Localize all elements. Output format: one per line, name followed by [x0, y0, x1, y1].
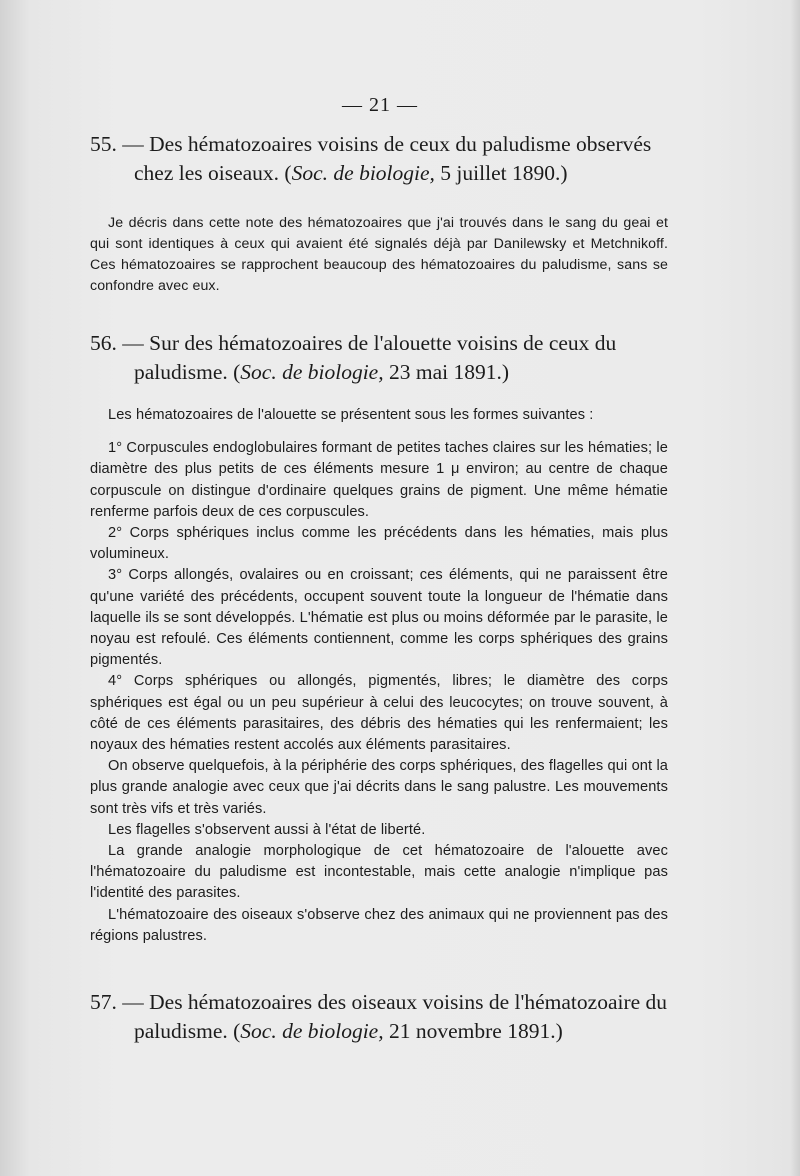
title-line-2-pre: chez les oiseaux. (: [134, 161, 292, 185]
entry-55-body: [90, 213, 668, 297]
paragraph: La grande analogie morphologique de cet hématozoaire de l'alouette avec l'hématozoaire du paludisme est incontestable, mais cette analogie n'implique pas l'identité des parasites.: [90, 843, 668, 902]
title-line-2-post: 5 juillet 1890.): [434, 161, 568, 185]
title-line-2-pre: paludisme. (: [134, 360, 241, 384]
entry-number: 56.: [90, 331, 117, 355]
entry-number: 57.: [90, 990, 117, 1014]
title-line-1: — Sur des hématozoaires de l'alouette voisins de ceux du: [116, 331, 617, 355]
title-line-2-post: 23 mai 1891.): [383, 360, 510, 384]
paragraph: 2° Corps sphériques inclus comme les précédents dans les hématies, mais plus volumineux.: [90, 525, 668, 563]
entry-57-title: [90, 988, 668, 1046]
entry-56-title: [90, 329, 668, 387]
title-line-1: — Des hématozoaires voisins de ceux du paludisme observés: [116, 132, 652, 156]
source-journal: Soc. de biologie,: [291, 161, 435, 185]
paragraph: Je décris dans cette note des hématozoaires que j'ai trouvés dans le sang du geai et qui sont identiques à ceux qui avaient été signalés déjà par Danilewsky et Metchnikoff. Ces hématozoaires se rapprochent beaucoup des hématozoaires du paludisme, sans se confondre avec eux.: [90, 215, 668, 294]
title-line-2: [90, 1017, 668, 1046]
paragraph: Les flagelles s'observent aussi à l'état de liberté.: [108, 821, 426, 838]
entry-number: 55.: [90, 132, 117, 156]
title-line-2-post: 21 novembre 1891.): [383, 1019, 563, 1043]
title-line-2: [90, 358, 668, 387]
paragraph: L'hématozoaire des oiseaux s'observe chez des animaux qui ne proviennent pas des régions palustres.: [90, 906, 668, 944]
page-number: — 21 —: [342, 94, 418, 116]
paragraph: On observe quelquefois, à la périphérie des corps sphériques, des flagelles qui ont la plus grande analogie avec ceux que j'ai décrits dans le sang palustre. Les mouvements sont très vifs et très variés.: [90, 758, 668, 817]
source-journal: Soc. de biologie,: [240, 360, 384, 384]
entry-56-body: [90, 405, 668, 947]
paragraph: Les hématozoaires de l'alouette se présentent sous les formes suivantes :: [108, 407, 594, 423]
title-line-2: [90, 159, 668, 188]
paragraph: 3° Corps allongés, ovalaires ou en croissant; ces éléments, qui ne paraissent être qu'une variété des précédents, occupent souvent toute la longueur de l'hématie dans laquelle ils se sont développés. L'hématie est plus ou moins déformée par le parasite, le noyau est refoulé. Ces éléments contiennent, comme les corps sphériques des grains pigmentés.: [90, 567, 668, 669]
title-line-2-pre: paludisme. (: [134, 1019, 241, 1043]
entry-55-title: [90, 130, 668, 188]
title-line-1: — Des hématozoaires des oiseaux voisins de l'hématozoaire du: [116, 990, 668, 1014]
source-journal: Soc. de biologie,: [240, 1019, 384, 1043]
paragraph: 1° Corpuscules endoglobulaires formant de petites taches claires sur les hématies; le diamètre des plus petits de ces éléments mesure 1 μ environ; au centre de chaque corpuscule on distingue d'ordinaire quelques grains de pigment. Une même hématie renferme parfois deux de ces corpuscules.: [90, 440, 668, 520]
paragraph: 4° Corps sphériques ou allongés, pigmentés, libres; le diamètre des corps sphériques est égal ou un peu supérieur à celui des leucocytes; on trouve souvent, à côté de ces éléments parasitaires, des débris des hématies qui les renfermaient; les noyaux des hématies restent accolés aux éléments parasitaires.: [90, 673, 668, 754]
